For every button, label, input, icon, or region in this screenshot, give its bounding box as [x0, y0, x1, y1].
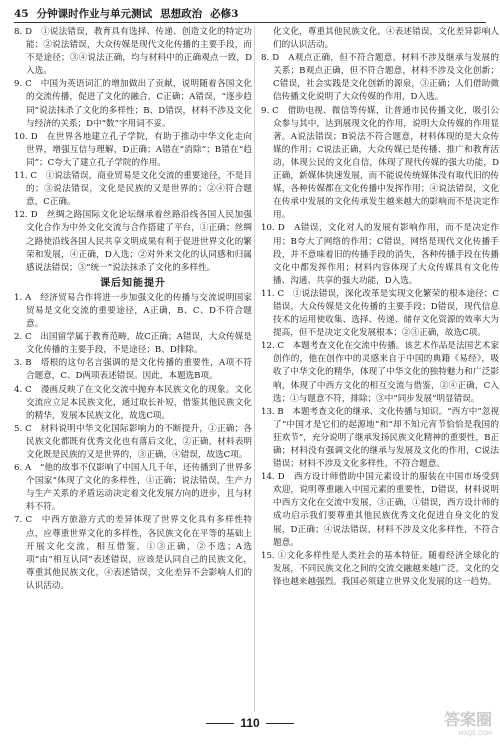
watermark-logo — [422, 712, 492, 742]
header-book-title: 分钟课时作业与单元测试 — [36, 8, 153, 20]
section-title: 课后知能提升 — [100, 277, 166, 289]
answer-paragraph: 3. B 塔根的这句名言强调的是文化传播的重要性，A项不符合题意，C、D两项表述错误。因此，本题选B项。 — [14, 358, 252, 382]
answer-paragraph: 14. D 西方设计师借助中国元素设计的服装在中国市场受到欢迎，说明尊重融入中国元素的重要性，D错误，材料说明中西方文化在交流中发展，③正确，①错误，西方设计师的成功启示我们要尊重其他民族优秀文化促进自身文化的发展，D正确；④说法错误，材料不涉及文化多样性，不符合题意。 — [261, 472, 499, 548]
answer-paragraph: 8. D ①说法错误，教育具有选择、传递、创造文化的特定功能；②说法错误，大众传媒是现代文化传播的主要手段，而不是途径；③④说法正确，均与材料中的正确观点一致，D入选。 — [14, 27, 252, 77]
answer-paragraph: 12. D 丝绸之路国际文化论坛继承着丝路沿线各国人民加强文化合作为中外文化交流与合作搭建了平台，①正确；丝绸之路使沿线各国人民共享文明成果有利于促进世界文化的繁荣和发展，④正确，D入选；②对外来文化的认同感和归属感说法错误；③“统一”说法抹杀了文化的多样性。 — [14, 210, 252, 273]
header-subject: 思想政治 — [160, 8, 203, 20]
watermark-line1: 答案圈 — [443, 712, 492, 729]
answer-paragraph: 10. D A错误，文化对人的发展有影响作用，而不是决定作用；B夸大了网络的作用；C错误，网络是现代文化传播手段，并不意味着旧的传播手段的消失，各种传播手段在传播文化中都发挥作用；材料内容体现了大众传媒具有文化传播、沟通、共享的强大功能，D入选。 — [261, 223, 499, 286]
answer-paragraph: 8. D A观点正确，但不符合题意，材料不涉及继承与发展的关系；B观点正确，但不符合题意，材料不涉及文化创新；C错误，社会实践是文化创新的源泉，③正确；人们借助微信传播文化说明了大众传媒的作用，D入选。 — [261, 53, 499, 103]
answer-paragraph: 13. B 本题考查文化的继承、文化传播与知识。“西方中”忽视了“中国才是它们的起源地”和“却不知元宵节恰恰是我国的狂欢节”，充分说明了继承发扬民族文化精神的重要性，B正确；材料没有强调文化的继承与发展及文化的作用，C说法错误；材料不涉及文化多样性，不符合题意。 — [261, 406, 499, 470]
header-page-code: 45 — [14, 8, 29, 20]
header-volume: 必修3 — [210, 8, 239, 20]
footer-dash-left — [206, 723, 234, 724]
page-number: 110 — [240, 716, 260, 730]
watermark-line2: MXQE.COM — [458, 731, 492, 737]
answer-paragraph: 11. C ①说法错误，深化改革是实现文化繁荣的根本途径；C错误，大众传媒是文化传播的主要手段；D错误，现代信息技术的运用使收集、选择、传递、储存文化资源的效率大为提高，但不是决定文化发展根本；②③正确，故选C项。 — [261, 288, 499, 339]
answer-paragraph: 5. C 材料说明中华文化国际影响力的不断提升，①正确；各民族文化都既有优秀文化也有落后文化，②正确，材料表明文化既是民族的又是世界的，③正确，④错误，故选C项。 — [14, 423, 252, 460]
answer-paragraph: 9. C 中国为英语词汇的增加做出了贡献，说明随着各国文化的交流传播，促进了文化的融合，C正确；A错误，“逐步趋同”说法抹杀了文化的多样性；B、D错误，材料不涉及文化与经济的关系；D中“数”字用词不妥。 — [14, 79, 252, 129]
answer-paragraph: 1. A 经济贸易合作将进一步加强文化的传播与交流说明国家贸易是文化交流的重要途径，A正确，B、C、D不符合题意。 — [14, 292, 252, 330]
answer-paragraph: 7. C 中西方旅游方式的差异体现了世界文化具有多样性特点，应尊重世界文化的多样性，各民族文化在平等的基础上开展文化交流，相互借鉴，①③正确，②不选；A选项“由”相互认同”表述错误，应该是认同自己的民族文化，尊重其他民族文化，④表述错误，文化差异不会影响人们的认识活动。 — [14, 515, 252, 591]
answer-paragraph: 12. C 本题考查文化在交流中传播。该艺术作品是法国艺术家创作的，他在创作中的灵感来自于中国的典籍《易经》，吸收了中华文化的精华，体现了中华文化的独特魅力和广泛影响，体现了中西方文化的相互交流与借鉴，②④正确，C入选；①与题意不符，排除；③中“同步发展”明显错误。 — [261, 341, 499, 404]
answer-paragraph: 6. A “他的故事不仅影响了中国人几千年，还传播到了世界多个国家”体现了文化的多样性，①正确；说法错误，生产力与生产关系的矛盾运动决定着文化发展方向的进步，且与材料不符。 — [14, 463, 252, 513]
answer-paragraph: 15. ①文化多样性是人类社会的基本特征。随着经济全球化的发展，不同民族文化之间的交流交融越来越广泛，文化的交锋也越来越强烈。我国必须建立世界文化发展的这一趋势。 — [261, 550, 499, 587]
answer-paragraph: 4. C 漫画反映了在文化交流中抛弃本民族文化的现象。文化交流应立足本民族文化，通过取长补短，借鉴其他民族文化的精华，发展本民族文化，故选C项。 — [14, 384, 252, 421]
left-column — [14, 26, 252, 712]
answer-paragraph: 10. D 在世界各地建立孔子学院，有助于推动中华文化走向世界，增强互信与理解，D正确；A错在“消除”；B错在“趋同”；C夸大了建立孔子学院的作用。 — [14, 131, 252, 168]
answer-paragraph: 2. C 出国留学属于教育范畴，故C正确；A错误，大众传媒是文化传播的主要手段，不是途径；B、D排除。 — [14, 332, 252, 356]
answer-paragraph: 11. C ①说法错误，商业贸易是文化交流的重要途径，不是目的；③说法错误，文化是民族的又是世界的；②④符合题意，C正确。 — [14, 171, 252, 208]
right-column — [261, 26, 499, 712]
answer-paragraph: 9. C 借助电视、微信等传媒，让普通市民传播文化，吸引公众参与其中，达到展现文化的作用，说明大众传媒的作用显著。A说法错误；B说法不符合题意，材料体现的是大众传媒的作用；C说法正确，大众传媒已是传播、推广和教育活动，体现公民的文化自信，体现了现代传媒的强大功能，D正确，新媒体快速发展，而不能说传统媒体没有取代旧的传媒，各种传媒都在文化传播中发挥作用；④说法错误，文化在传承中发展的文化传承发生越来越大的影响而不是决定作用。 — [261, 105, 499, 221]
column-divider — [254, 26, 255, 712]
page-header — [14, 6, 486, 23]
footer-dash-right — [266, 723, 294, 724]
answer-paragraph: 化文化，尊重其他民族文化，④表述错误，文化差异影响人们的认识活动。 — [273, 27, 499, 51]
